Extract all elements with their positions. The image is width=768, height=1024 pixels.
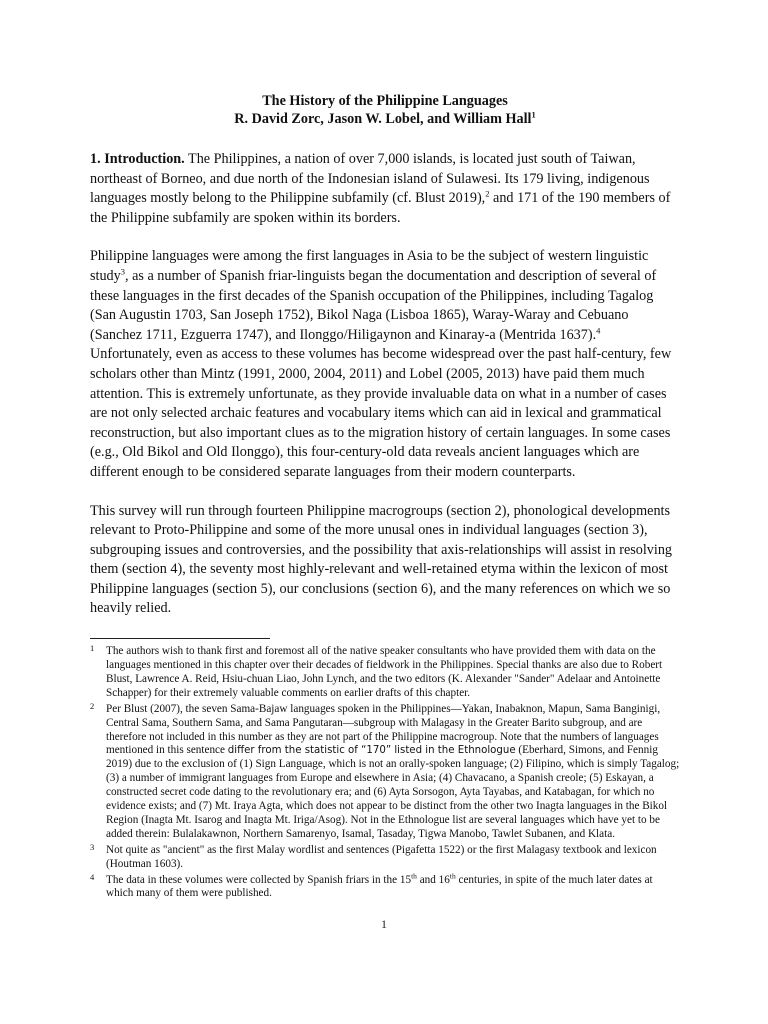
footnote-mark: 4 (90, 871, 95, 882)
footnote-mark: 2 (90, 700, 95, 711)
footnote-1 (90, 645, 680, 701)
paragraph-introduction (90, 150, 680, 228)
footnote-mark: 3 (90, 841, 95, 852)
footnote-text-part: centuries, in spite of the much later dates at which many of them were published. (106, 873, 653, 900)
document-page (90, 92, 680, 903)
ordinal-suffix: th (449, 870, 456, 880)
footnote-ref-2: 2 (485, 188, 490, 199)
footnote-3 (90, 841, 680, 872)
footnote-2 (90, 700, 680, 842)
footnote-text-part: The data in these volumes were collected by Spanish friars in the 15 (106, 873, 412, 886)
ordinal-suffix: th (411, 870, 417, 880)
footnote-text: Not quite as "ancient" as the first Malay wordlist and sentences (Pigafetta 1522) or the first Malagasy textbook and lexicon (Houtman 1603). (106, 843, 657, 870)
footnote-text-part: differ from the statistic of “170” listed in the Ethnologue (227, 745, 516, 757)
paragraph-survey: This survey will run through fourteen Philippine macrogroups (section 2), phonological developments relevant to Proto-Philippine and some of the more unusal ones in individual languages (section 3), subgrouping issues and controversies, and the possibility that axis-relationships will assist in resolving them (section 4), the seventy most highly-relevant and well-retained etyma within the lexicon of most Philippine languages (section 5), our conclusions (section 6), and the many references on which we so heavily relied. (90, 502, 673, 617)
footnote-mark: 1 (90, 643, 95, 654)
footnote-ref-4: 4 (596, 325, 601, 336)
footnote-text-part: (Eberhard, Simons, and Fennig 2019) due to the exclusion of (1) Sign Language, which is not an orally-spoken language; (2) Filipino, which is simply Tagalog; (3) a number of immigrant languages from Europe and elsewhere in Asia; (4) Chavacano, a Spanish creole; (5) Eskayan, a constructed secret code dating to the revolutionary era; and (6) Ayta Sorsogon, Ayta Tayabas, and Katabagan, for which no evidence exists; and (7) Mt. Iraya Agta, which does not appear to be distinct from the other two Inagta languages in the Bikol Region (Inagta Mt. Isarog and Inagta Mt. Iriga/Asog). Not in the Ethnologue list are several languages which have yet to be added therein: Bulalakawnon, Northern Samarenyo, Isamal, Tasaday, Tigwa Manobo, Tawlet Subanen, and Klata. (106, 744, 680, 840)
paragraph-text: Unfortunately, even as access to these volumes has become widespread over the past half-century, few scholars other than Mintz (1991, 2000, 2004, 2011) and Lobel (2005, 2013) have paid them much attention. This is extremely unfortunate, as they provide invaluable data on what in a number of cases are not only selected archaic features and vocabulary items which can aid in lexical and grammatical reconstruction, but also important clues as to the migration history of certain languages. In some cases (e.g., Old Bikol and Old Ilonggo), this four-century-old data reveals ancient languages which are different enough to be considered separate languages from their modern counterparts. (90, 346, 672, 480)
paragraph-text: , as a number of Spanish friar-linguists began the documentation and description of several of these languages in the first decades of the Spanish occupation of the Philippines, including Tagalog (San Augustin 1703, San Joseph 1752), Bikol Naga (Lisboa 1865), Waray-Waray and Cebuano (Sanchez 1711, Ezguerra 1747), and Ilonggo/Hiligaynon and Kinaray-a (Mentrida 1637). (90, 267, 657, 343)
footnote-text (106, 703, 680, 842)
page-number: 1 (381, 917, 387, 931)
footnote-divider (90, 638, 270, 639)
paragraph-text: Philippine languages were among the first languages in Asia to be the subject of western linguistic study (90, 248, 649, 284)
footnote-ref-3: 3 (120, 266, 125, 277)
paragraph-text: The Philippines, a nation of over 7,000 islands, is located just south of Taiwan, northeast of Borneo, and due north of the Indonesian island of Sulawesi. Its 179 living, indigenous languages mostly belong to the Philippine subfamily (cf. Blust 2019), (90, 151, 650, 207)
paragraph-history (90, 247, 680, 482)
footnote-4 (90, 870, 680, 902)
footnote-text: The authors wish to thank first and foremost all of the native speaker consultants who have provided them with data on the languages mentioned in this chapter over their decades of fieldwork in the Philippines. Special thanks are also due to Robert Blust, Lawrence A. Reid, Hsiu-chuan Liao, John Lynch, and the two editors (K. Alexander "Sander" Adelaar and Antoinette Schapper) for their extremely valuable comments on earlier drafts of this chapter. (106, 645, 663, 699)
footnote-ref-1: 1 (531, 109, 536, 120)
section-heading: 1. Introduction. (90, 151, 185, 167)
paper-title: The History of the Philippine Languages (262, 93, 508, 109)
paragraph-text: and 171 of the 190 members of the Philippine subfamily are spoken within its borders. (90, 190, 671, 226)
author-names: R. David Zorc, Jason W. Lobel, and William Hall (234, 111, 532, 127)
footnote-text-part: and 16 (416, 873, 450, 886)
paper-authors (90, 110, 680, 128)
footnote-text-part: Per Blust (2007), the seven Sama-Bajaw languages spoken in the Philippines—Yakan, Inabaknon, Mapun, Sama Banginigi, Central Sama, Southern Sama, and Sama Pangutaran—subgroup with Malagasy in the Greater Barito subgroup, and are therefore not included in this number as they are not part of the Philippine macrogroup. Note that the numbers of languages mentioned in this sentence (106, 702, 661, 757)
footnote-text (106, 870, 680, 902)
